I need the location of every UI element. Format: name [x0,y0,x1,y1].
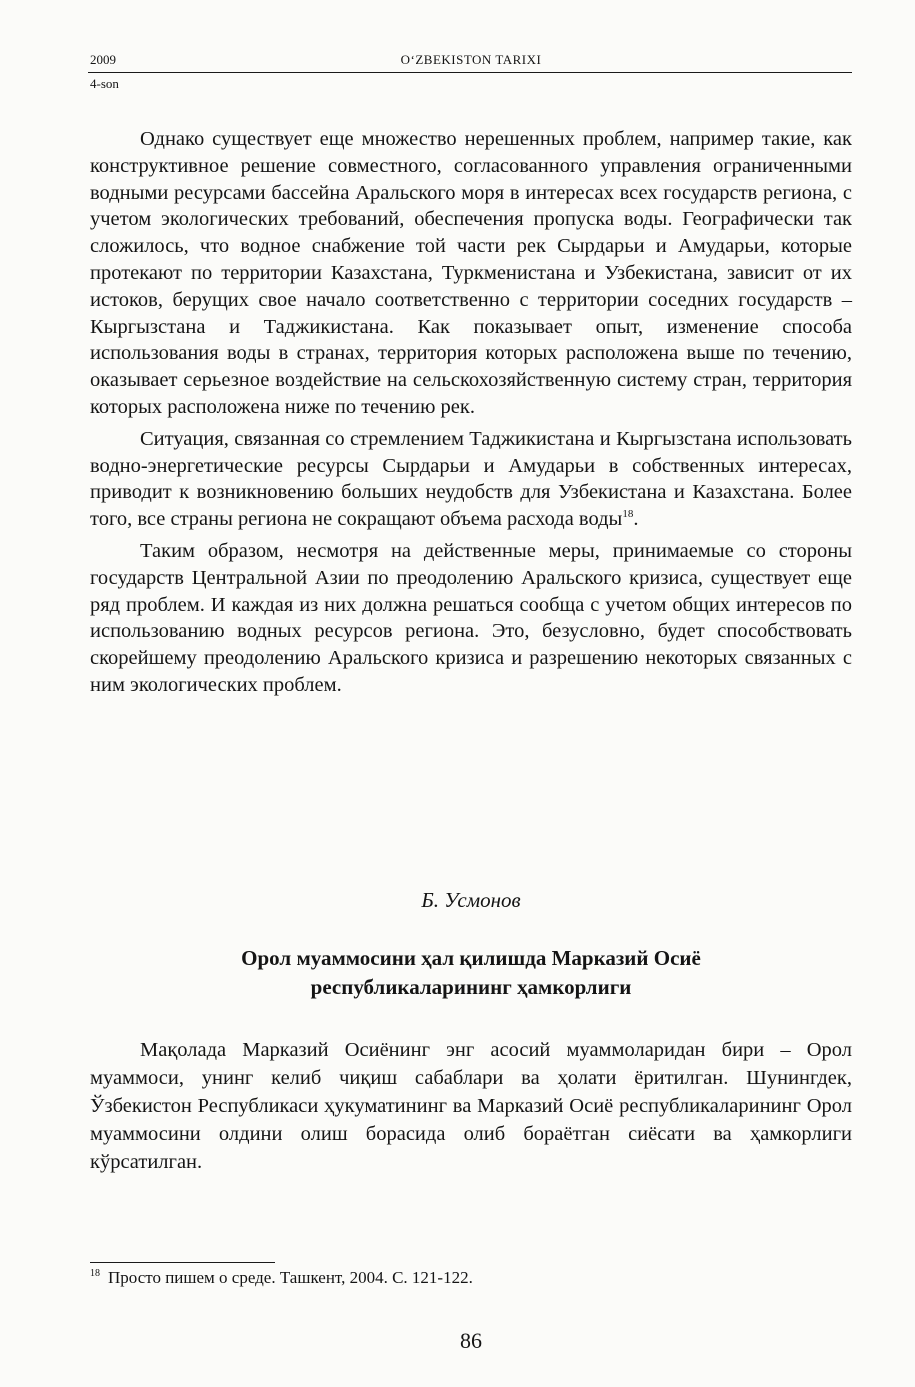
header-issue: 4-son [90,76,119,91]
article-abstract [90,1036,852,1176]
article-body [90,126,852,704]
body-paragraph: Таким образом, несмотря на действенные меры, принимаемые со стороны государств Центральной Азии по преодолению Аральского кризиса, существует еще ряд проблем. И каждая из них должна решаться сообща с учетом общих интересов по использованию водных ресурсов региона. Это, безусловно, будет способствовать скорейшему преодолению Аральского кризиса и разрешению некоторых связанных с ним экологических проблем. [90,539,852,696]
section-title-line: Орол муаммосини ҳал қилишда Марказий Осиё [241,946,701,970]
author-signature: Б. Усмонов [421,888,521,912]
abstract-paragraph: Мақолада Марказий Осиёнинг энг асосий муаммоларидан бири – Орол муаммоси, унинг келиб чиқиш сабаблари ва ҳолати ёритилган. Шунингдек, Ўзбекистон Республикаси ҳукуматининг ва Марказий Осиё республикаларининг Орол муаммосини олдини олиш борасида олиб бораётган сиёсати ва ҳамкорлиги кўрсатилган. [90,1039,852,1173]
footnote [90,1268,852,1288]
header-year: 2009 [90,52,116,67]
footnote-rule [90,1262,275,1263]
footnote-text: Просто пишем о среде. Ташкент, 2004. С. 121-122. [108,1268,473,1287]
body-paragraph: Однако существует еще множество нерешенных проблем, например такие, как конструктивное решение совместного, согласованного управления ограниченными водными ресурсами бассейна Аральского моря в интересах всех государств региона, с учетом экологических требований, обеспечения пропуска воды. Географически так сложилось, что водное снабжение той части рек Сырдарьи и Амударьи, которые протекают по территории Казахстана, Туркменистана и Узбекистана, зависит от их истоков, берущих свое начало соответственно с территории соседних государств – Кыргызстана и Таджикистана. Как показывает опыт, изменение способа использования воды в странах, территория которых расположена выше по течению, оказывает серьезное воздействие на сельскохозяйственную систему стран, территория которых расположена ниже по течению рек. [90,128,852,418]
page-number: 86 [460,1328,482,1353]
body-paragraph: Ситуация, связанная со стремлением Таджикистана и Кыргызстана использовать водно-энергетические ресурсы Сырдарьи и Амударьи в собственных интересах, приводит к возникновению больших неудобств для Узбекистана и Казахстана. Более того, все страны региона не сокращают объема расхода воды$^{18}$. [90,427,852,531]
footnote-number: 18 [90,1268,100,1280]
footnote-reference: 18 [622,508,634,521]
header-rule [88,72,852,73]
running-header [90,50,852,72]
section-title [90,944,852,1002]
paragraph-text: Ситуация, связанная со стремлением Таджикистана и Кыргызстана использовать водно-энергетические ресурсы Сырдарьи и Амударьи в собственных интересах, приводит к возникновению больших неудобств для Узбекистана и Казахстана. Более того, все страны региона не сокращают объема расхода воды [90,427,852,531]
section-title-line: республикаларининг ҳамкорлиги [310,975,632,999]
header-journal-title: O‘ZBEKISTON TARIXI [400,52,542,67]
